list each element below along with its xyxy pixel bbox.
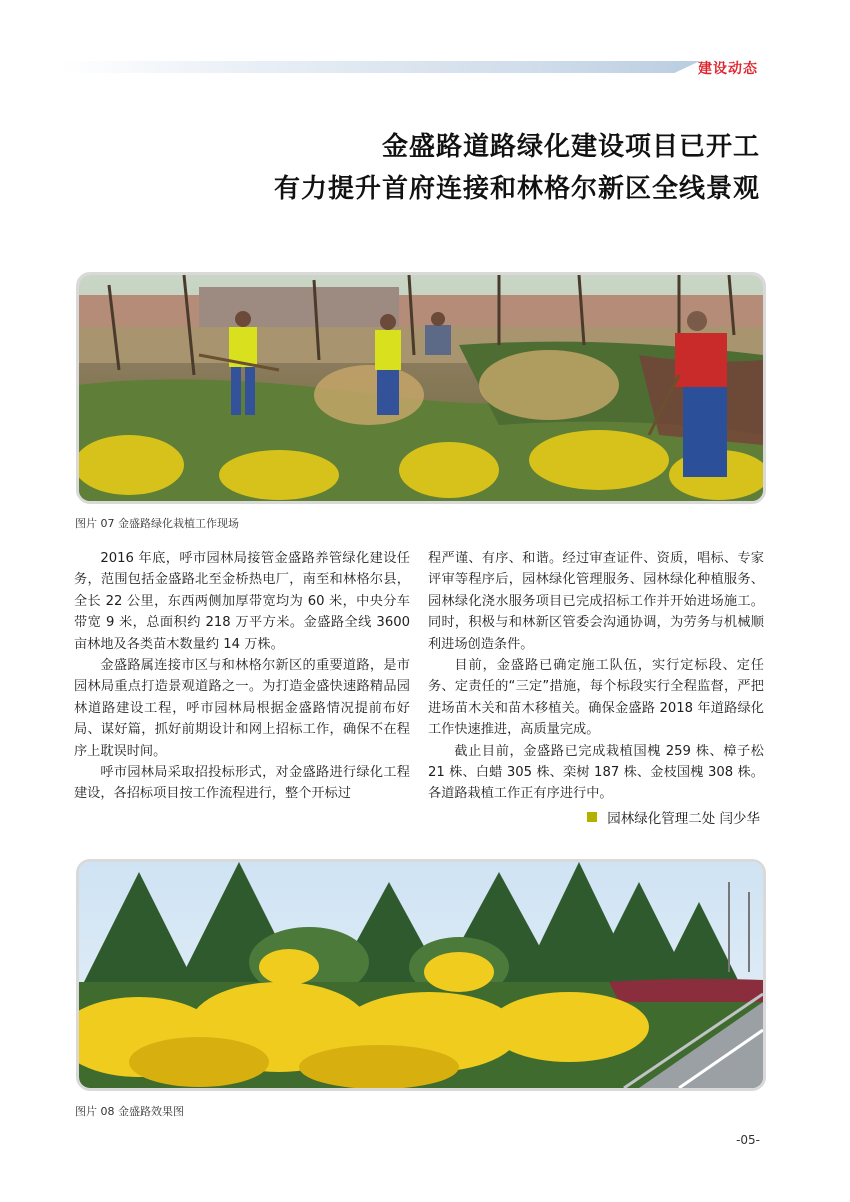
photo-road-rendering	[76, 859, 766, 1091]
square-bullet-icon	[587, 812, 597, 822]
article-headline	[274, 126, 760, 210]
planting-site-image	[79, 275, 763, 501]
section-tag: 建设动态	[698, 61, 758, 77]
page-number: -05-	[736, 1133, 760, 1147]
header-band	[60, 61, 700, 73]
figure-caption-08: 图片 08 金盛路效果图	[75, 1105, 184, 1118]
headline-line-2: 有力提升首府连接和林格尔新区全线景观	[273, 174, 760, 204]
paragraph: 金盛路属连接市区与和林格尔新区的重要道路，是市园林局重点打造景观道路之一。为打造金盛快速路精品园林道路建设工程，呼市园林局根据金盛路情况提前布好局、谋好篇，抓好前期设计和网上招标工作，确保不在程序上耽误时间。	[74, 658, 410, 759]
paragraph: 2016 年底，呼市园林局接管金盛路养管绿化建设任务，范围包括金盛路北至金桥热电厂，南至和林格尔县，全长 22 公里，东西两侧加厚带宽均为 60 米，中央分车带宽 9 米，总面积约 218 万平方米。金盛路全线 3600 亩林地及各类苗木数量约 14 万株。	[74, 551, 410, 652]
paragraph: 目前，金盛路已确定施工队伍，实行定标段、定任务、定责任的“三定”措施，每个标段实行全程监督，严把进场苗木关和苗木移植关。确保金盛路 2018 年道路绿化工作快速推进，高质量完成。	[428, 658, 764, 738]
road-rendering-image	[79, 862, 763, 1088]
photo-planting-site	[76, 272, 766, 504]
body-column-right	[428, 548, 764, 805]
author-signature	[587, 807, 760, 827]
body-column-left	[74, 548, 410, 805]
paragraph: 截止目前，金盛路已完成栽植国槐 259 株、樟子松 21 株、白蜡 305 株、栾树 187 株、金枝国槐 308 株。各道路栽植工作正有序进行中。	[428, 743, 764, 802]
signature-text: 园林绿化管理二处 闫少华	[607, 811, 760, 827]
figure-caption-07: 图片 07 金盛路绿化栽植工作现场	[75, 517, 239, 530]
headline-line-1: 金盛路道路绿化建设项目已开工	[381, 132, 760, 162]
paragraph: 呼市园林局采取招投标形式，对金盛路进行绿化工程建设，各招标项目按工作流程进行，整个开标过	[74, 765, 410, 802]
paragraph: 程严谨、有序、和谐。经过审查证件、资质，唱标、专家评审等程序后，园林绿化管理服务、园林绿化种植服务、园林绿化浇水服务项目已完成招标工作并开始进场施工。同时，积极与和林新区管委会沟通协调，为劳务与机械顺利进场创造条件。	[428, 551, 764, 652]
